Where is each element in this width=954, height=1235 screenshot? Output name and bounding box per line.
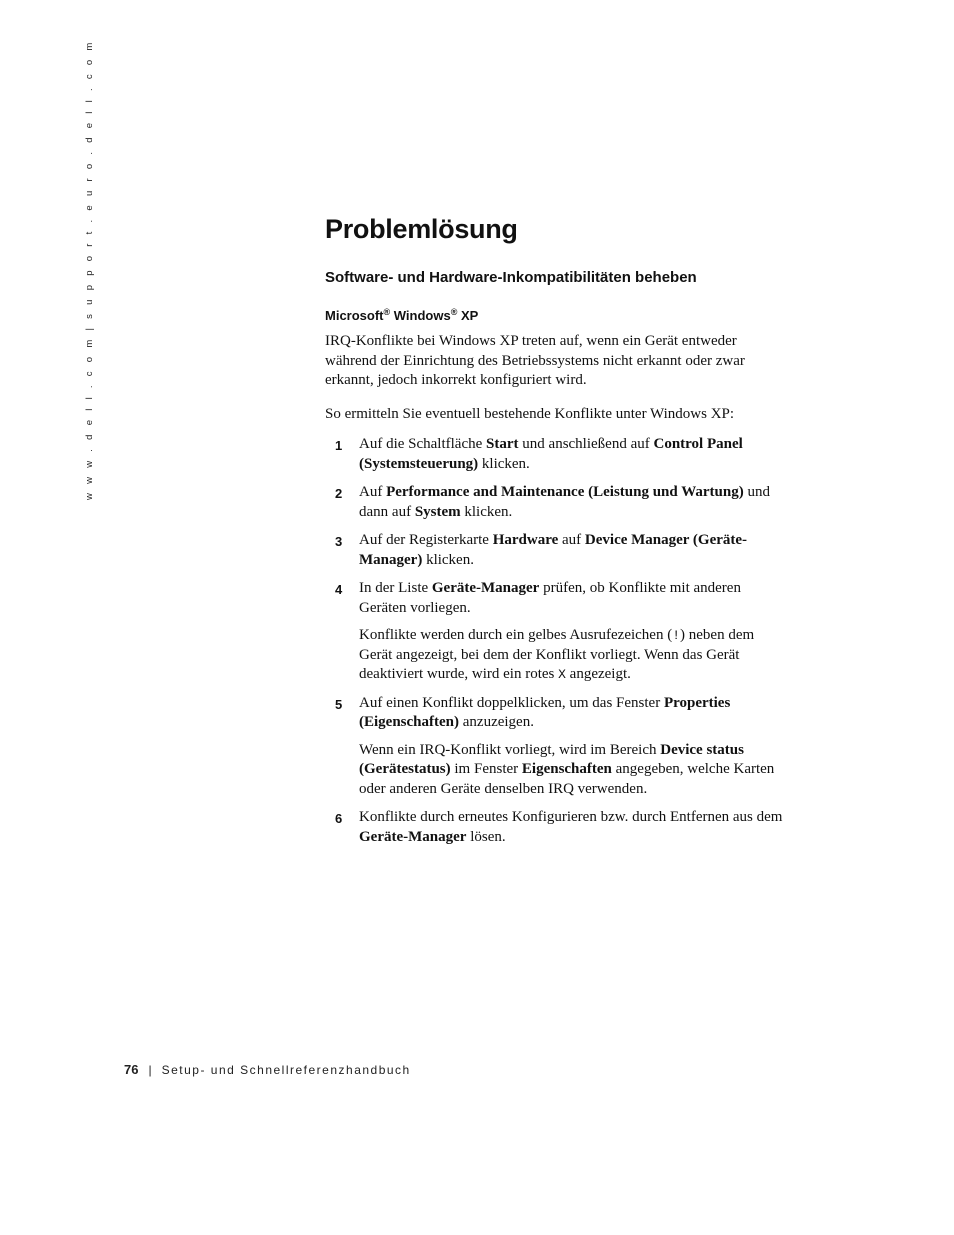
section-heading: Software- und Hardware-Inkompatibilitäten beheben [325, 269, 697, 286]
step-number: 2 [335, 486, 343, 501]
list-item: 1 Auf die Schaltfläche Start und anschließend auf Control Panel (Systemsteuerung) klicken. [335, 436, 743, 472]
intro-paragraph: IRQ-Konflikte bei Windows XP treten auf, wenn ein Gerät entweder während der Einrichtung des Betriebssystems nicht erkannt oder zwar erkannt, jedoch inkorrekt konfiguriert wird. [325, 333, 745, 388]
footer-separator: | [148, 1063, 152, 1077]
side-url: w w w . d e l l . c o m | s u p p o r t . e u r o . d e l l . c o m [84, 39, 95, 500]
step-note: Konflikte werden durch ein gelbes Ausrufezeichen (!) neben dem Gerät angezeigt, bei dem der Konflikt vorliegt. Wenn das Gerät deaktiviert wurde, wird ein rotes X angezeigt. [359, 627, 755, 682]
step-number: 5 [335, 696, 343, 712]
list-item: 4 In der Liste Geräte-Manager prüfen, ob Konflikte mit anderen Geräten vorliegen. Konflikte werden durch ein gelbes Ausrufezeichen (!) neben dem Gerät angezeigt, bei dem der Konflikt vorliegt. Wenn das Gerät deaktiviert wurde, wird ein rotes X angezeigt. [325, 579, 785, 685]
list-item: 5 Auf einen Konflikt doppelklicken, um das Fenster Properties (Eigenschaften) anzuzeigen. Wenn ein IRQ-Konflikt vorliegt, wird im Bereich Device status (Gerätestatus) im Fenster Eigenschaften angegeben, welche Karten oder anderen Geräte denselben IRQ verwenden. [325, 694, 785, 800]
list-item: 6 Konflikte durch erneutes Konfigurieren bzw. durch Entfernen aus dem Geräte-Manager lösen. [335, 809, 783, 845]
list-item: 2 Auf Performance and Maintenance (Leistung und Wartung) und dann auf System klicken. [335, 484, 770, 520]
body-text [325, 332, 785, 856]
list-item: 3 Auf der Registerkarte Hardware auf Device Manager (Geräte-Manager) klicken. [335, 532, 748, 568]
step-number: 3 [335, 534, 343, 549]
page-title: Problemlösung [325, 214, 518, 244]
page-footer [124, 1062, 411, 1077]
step-number: 4 [335, 582, 343, 597]
step-number: 6 [335, 811, 343, 826]
page-number: 76 [124, 1062, 139, 1077]
book-title: Setup- und Schnellreferenzhandbuch [161, 1063, 411, 1077]
subsection-heading: Microsoft® Windows® XP [325, 307, 479, 323]
steps-list [325, 435, 785, 847]
step-note: Wenn ein IRQ-Konflikt vorliegt, wird im Bereich Device status (Gerätestatus) im Fenster Eigenschaften angegeben, welche Karten oder anderen Geräte denselben IRQ verwenden. [359, 741, 775, 797]
lead-paragraph: So ermitteln Sie eventuell bestehende Konflikte unter Windows XP: [325, 405, 735, 422]
step-number: 1 [335, 438, 343, 453]
